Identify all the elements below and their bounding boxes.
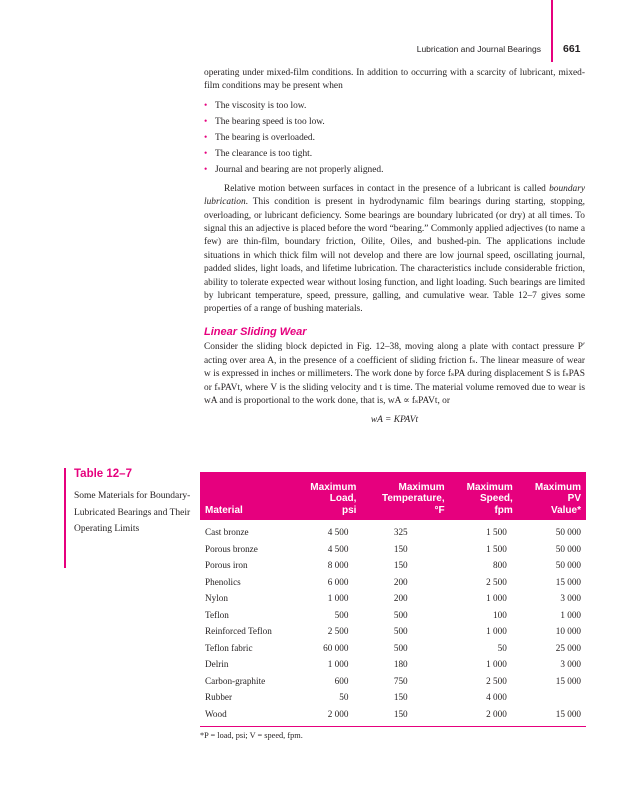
section-heading: Linear Sliding Wear: [204, 325, 307, 338]
sliding-wear-paragraph: Consider the sliding block depicted in Fig. 12–38, moving along a plate with contact pressure P′ acting over area A, in the presence of a coefficient of sliding friction fₛ. The linear measure of wear w is expressed in inches or millimeters. The work done by force fₛPA during displacement S is fₛPAS or fₛPAVt, where V is the sliding velocity and t is time. The material volume removed due to wear is wA and is proportional to the work done, that is, wA ∝ fₛPAVt, or: [204, 342, 585, 406]
condition-list: [204, 98, 585, 178]
table-sidebar: [64, 468, 191, 568]
header-material: Material: [200, 472, 293, 520]
table-row: Wood 2 000 150 2 000 15 000: [200, 706, 586, 727]
table-footnote: *P = load, psi; V = speed, fpm.: [200, 731, 303, 740]
table-row: Phenolics 6 000 200 2 500 15 000: [205, 576, 581, 587]
term-emphasis: boundary lubrication: [204, 183, 585, 208]
intro-paragraph: operating under mixed-film conditions. In addition to occurring with a scarcity of lubricant, mixed-film conditions may be present when: [204, 68, 585, 92]
table-row: Delrin 1 000 180 1 000 3 000: [205, 659, 581, 670]
table-row: Teflon 500 500 100 1 000: [205, 609, 581, 620]
page-number: 661: [563, 43, 581, 55]
table-row: Porous iron 8 000 150 800 50 000: [205, 560, 581, 571]
boundary-lubrication-paragraph: Relative motion between surfaces in contact in the presence of a lubricant is called boundary lubrication. This condition is present in hydrodynamic film bearings during starting, stopping, overloading, or lubricant deficiency. Some bearings are boundary lubricated (or dry) at all times. To signal this an adjective is placed before the word “bearing.” Commonly applied adjectives (to name a few) are thin-film, boundary friction, Oilite, Oiles, and bushed-pin. The applications include situations in which thick film will not develop and there are low journal speed, oscillating journal, padded slides, light loads, and lifetime lubrication. The characteristics include considerable friction, ability to tolerate expected wear without losing function, and light loading. Such bearings are limited by lubricant temperature, speed, pressure, galling, and cumulative wear. Table 12–7 gives some properties of a range of bushing materials.: [204, 183, 585, 315]
table-row: Rubber 50 150 4 000: [205, 692, 507, 703]
materials-table: [200, 472, 586, 727]
materials-table-container: [200, 472, 586, 740]
table-row: Cast bronze 4 500 325 1 500 50 000: [205, 527, 581, 538]
bullet-icon: •: [204, 100, 208, 111]
list-item: • The bearing speed is too low.: [204, 114, 585, 130]
wear-equation: wA = KPAVt: [370, 415, 419, 426]
body-column: [204, 67, 585, 428]
list-item: • The bearing is overloaded.: [204, 130, 585, 146]
header-max-load: Maximum Load, psi: [293, 472, 361, 520]
list-item: • Journal and bearing are not properly aligned.: [204, 162, 585, 178]
table-caption: Some Materials for Boundary-Lubricated Bearings and Their Operating Limits: [74, 491, 191, 534]
table-row: Reinforced Teflon 2 500 500 1 000 10 000: [205, 626, 581, 637]
table-row: Nylon 1 000 200 1 000 3 000: [205, 593, 581, 604]
list-item: • The viscosity is too low.: [204, 98, 585, 114]
bullet-icon: •: [204, 116, 208, 127]
header-accent-rule: [551, 0, 553, 62]
bullet-icon: •: [204, 164, 208, 175]
bullet-icon: •: [204, 132, 208, 143]
table-header-row: [200, 472, 586, 520]
table-label: Table 12–7: [74, 468, 132, 480]
bullet-icon: •: [204, 148, 208, 159]
header-max-speed: Maximum Speed, fpm: [450, 472, 518, 520]
table-row: Carbon-graphite 600 750 2 500 15 000: [205, 675, 581, 686]
table-row: Porous bronze 4 500 150 1 500 50 000: [205, 543, 581, 554]
list-item: • The clearance is too tight.: [204, 146, 585, 162]
running-head: Lubrication and Journal Bearings: [416, 44, 541, 54]
table-row: Teflon fabric 60 000 500 50 25 000: [205, 642, 581, 653]
header-max-pv: Maximum PV Value*: [518, 472, 586, 520]
header-max-temperature: Maximum Temperature, °F: [361, 472, 449, 520]
